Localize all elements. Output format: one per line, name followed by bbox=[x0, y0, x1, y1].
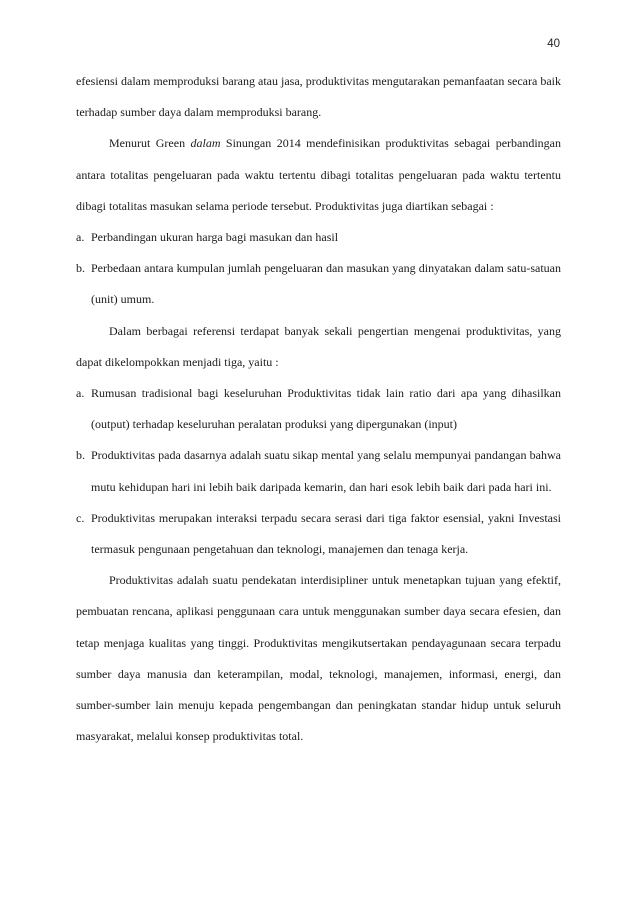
page-number: 40 bbox=[547, 38, 560, 50]
paragraph-2-start: Menurut Green bbox=[109, 136, 191, 151]
list-item-text: Rumusan tradisional bagi keseluruhan Produktivitas tidak lain ratio dari apa yang dihasilkan (output) terhadap keseluruhan peralatan produksi yang dipergunakan (input) bbox=[91, 386, 561, 432]
list-item bbox=[76, 503, 561, 565]
list-marker: a. bbox=[76, 386, 85, 401]
paragraph-4: Produktivitas adalah suatu pendekatan interdisipliner untuk menetapkan tujuan yang efektif, pembuatan rencana, aplikasi penggunaan cara untuk menggunakan sumber daya secara efesien, dan tetap menjaga kualitas yang tinggi. Produktivitas mengikutsertakan pendayagunaan secara terpadu sumber daya manusia dan keterampilan, modal, teknologi, manajemen, informasi, energi, dan sumber-sumber lain menuju kepada pengembangan dan peningkatan standar hidup untuk seluruh masyarakat, melalui konsep produktivitas total. bbox=[76, 573, 561, 744]
list-item-text: Perbedaan antara kumpulan jumlah pengeluaran dan masukan yang dinyatakan dalam satu-satuan (unit) umum. bbox=[91, 261, 561, 307]
list-marker: a. bbox=[76, 230, 85, 245]
document-body bbox=[76, 66, 561, 752]
paragraph-3: Dalam berbagai referensi terdapat banyak sekali pengertian mengenai produktivitas, yang dapat dikelompokkan menjadi tiga, yaitu : bbox=[76, 323, 561, 369]
list-item bbox=[76, 378, 561, 440]
list-marker: b. bbox=[76, 448, 85, 463]
paragraph-2-italic: dalam bbox=[190, 136, 221, 151]
list-item bbox=[76, 222, 561, 253]
list-item-text: Produktivitas merupakan interaksi terpadu secara serasi dari tiga faktor esensial, yakni Investasi termasuk pengunaan pengetahuan dan teknologi, manajemen dan tenaga kerja. bbox=[91, 510, 561, 557]
paragraph-2-rest: Sinungan 2014 mendefinisikan produktivitas sebagai perbandingan antara totalitas pengeluaran pada waktu tertentu dibagi totalitas pengeluaran pada waktu tertentu dibagi totalitas masukan selama periode tersebut. Produktivitas juga diartikan sebagai : bbox=[76, 136, 561, 213]
paragraph-1: efesiensi dalam memproduksi barang atau jasa, produktivitas mengutarakan pemanfaatan secara baik terhadap sumber daya dalam memproduksi barang. bbox=[76, 74, 561, 120]
list-marker: b. bbox=[76, 261, 85, 276]
list-item bbox=[76, 253, 561, 315]
list-item-text: Perbandingan ukuran harga bagi masukan dan hasil bbox=[91, 230, 339, 245]
list-item bbox=[76, 440, 561, 502]
paragraph-2 bbox=[76, 128, 561, 222]
list-marker: c. bbox=[76, 510, 85, 525]
list-item-text: Produktivitas pada dasarnya adalah suatu sikap mental yang selalu mempunyai pandangan bahwa mutu kehidupan hari ini lebih baik daripada kemarin, dan hari esok lebih baik dari pada hari ini. bbox=[91, 448, 561, 494]
